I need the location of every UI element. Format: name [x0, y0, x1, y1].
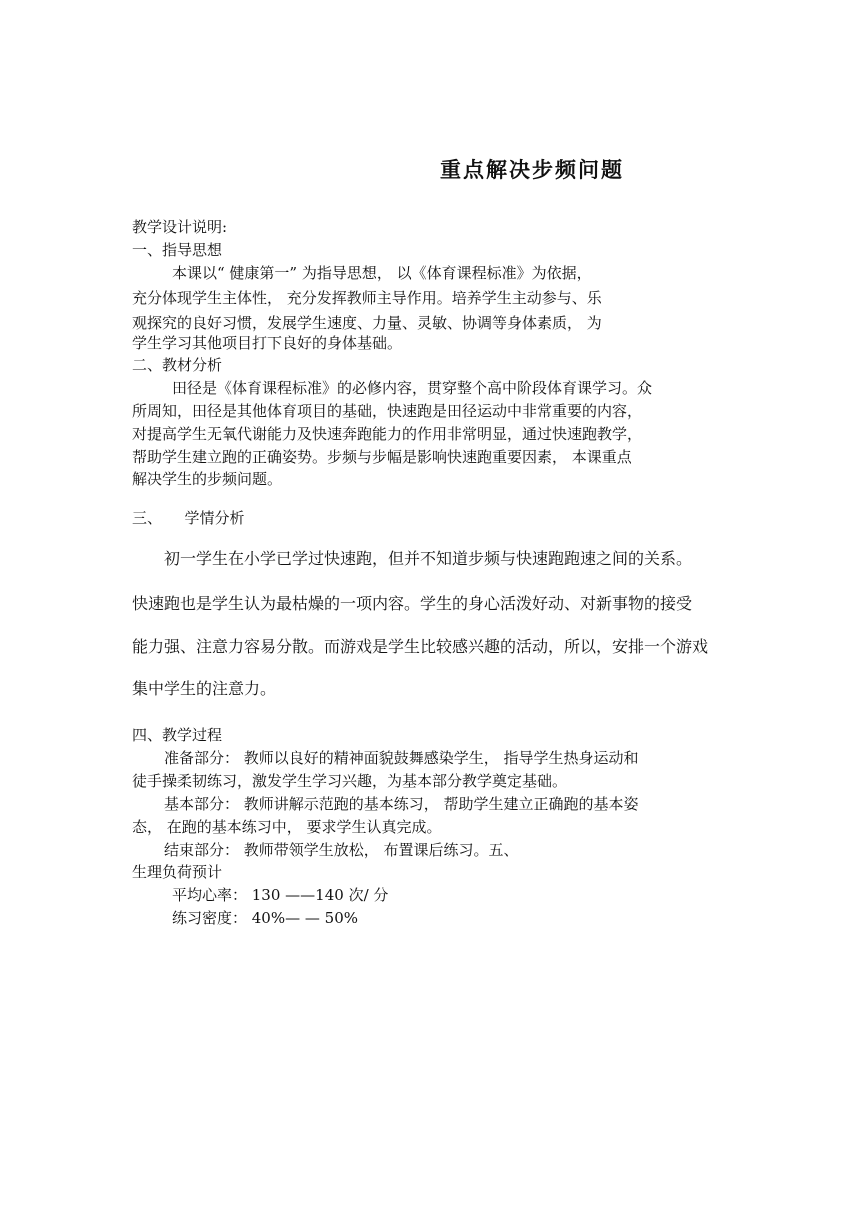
section2-line: 对提高学生无氧代谢能力及快速奔跑能力的作用非常明显，通过快速跑教学， — [132, 425, 643, 443]
intro-label: 教学设计说明: — [132, 218, 228, 236]
section4-line: 结束部分： 教师带领学生放松， 布置课后练习。五、 — [164, 841, 519, 859]
section1-line: 观探究的良好习惯，发展学生速度、力量、灵敏、协调等身体素质， 为 — [132, 314, 602, 332]
section4-line: 态， 在跑的基本练习中， 要求学生认真完成。 — [132, 818, 442, 836]
section3-line: 初一学生在小学已学过快速跑，但并不知道步频与快速跑跑速之间的关系。 — [164, 549, 693, 568]
document-title: 重点解决步频问题 — [440, 157, 624, 182]
section1-line: 学生学习其他项目打下良好的身体基础。 — [132, 334, 403, 352]
section4-line: 准备部分： 教师以良好的精神面貌鼓舞感染学生， 指导学生热身运动和 — [164, 749, 639, 767]
section4-line: 基本部分： 教师讲解示范跑的基本练习， 帮助学生建立正确跑的基本姿 — [164, 795, 639, 813]
section2-line: 解决学生的步频问题。 — [132, 470, 283, 488]
section5-heading: 生理负荷预计 — [132, 863, 223, 881]
section3-line: 快速跑也是学生认为最枯燥的一项内容。学生的身心活泼好动、对新事物的接受 — [132, 594, 693, 613]
section3-heading: 三、 学情分析 — [132, 509, 245, 527]
section4-line: 徒手操柔韧练习，激发学生学习兴趣，为基本部分教学奠定基础。 — [132, 772, 568, 790]
section3-line: 集中学生的注意力。 — [132, 679, 277, 698]
section1-line: 本课以“ 健康第一” 为指导思想， 以《体育课程标准》为依据， — [172, 264, 592, 282]
section2-line: 所周知，田径是其他体育项目的基础，快速跑是田径运动中非常重要的内容， — [132, 402, 643, 420]
section2-line: 田径是《体育课程标准》的必修内容，贯穿整个高中阶段体育课学习。众 — [172, 379, 653, 397]
section1-line: 充分体现学生主体性， 充分发挥教师主导作用。培养学生主动参与、乐 — [132, 289, 602, 307]
section4-heading: 四、教学过程 — [132, 726, 223, 744]
section2-heading: 二、教材分析 — [132, 356, 223, 374]
section3-line: 能力强、注意力容易分散。而游戏是学生比较感兴趣的活动，所以，安排一个游戏 — [132, 637, 709, 656]
heart-rate-line: 平均心率： 130 ——140 次/ 分 — [172, 886, 389, 904]
section1-heading: 一、指导思想 — [132, 241, 223, 259]
density-line: 练习密度： 40%— — 50% — [172, 909, 358, 927]
section2-line: 帮助学生建立跑的正确姿势。步频与步幅是影响快速跑重要因素， 本课重点 — [132, 448, 632, 466]
